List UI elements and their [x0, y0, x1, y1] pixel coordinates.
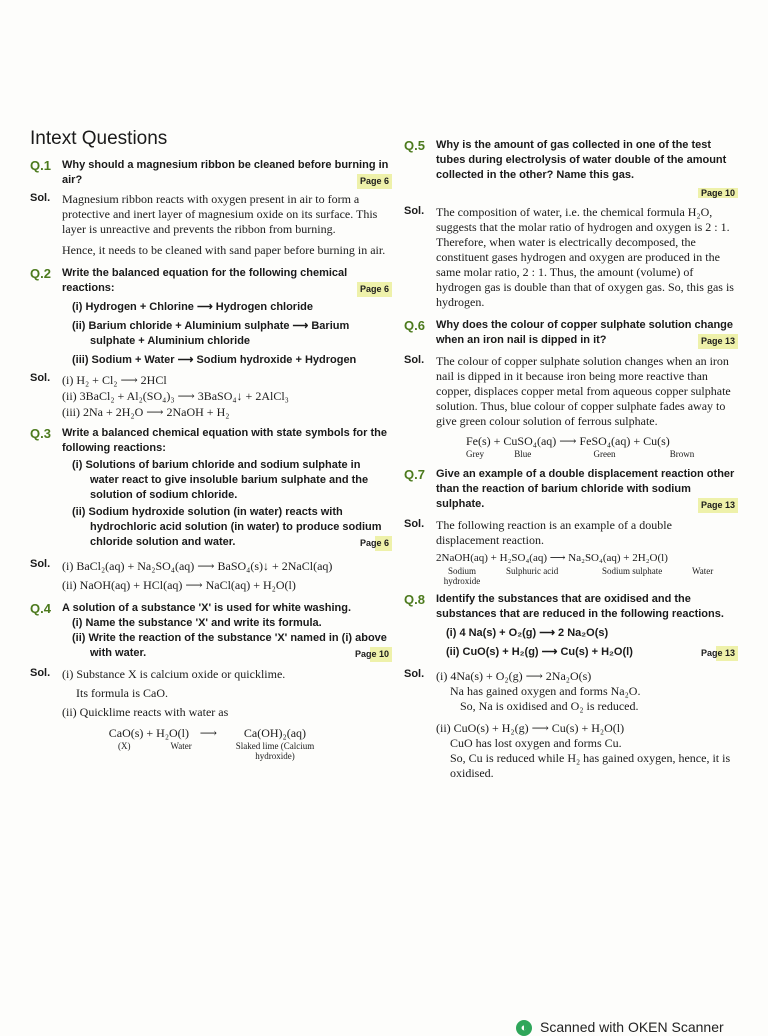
solution-5 — [404, 205, 738, 310]
question-number: Q.5 — [404, 138, 425, 153]
question-number: Q.2 — [30, 266, 51, 281]
question-item: (ii) Write the reaction of the substance 'X' named in (i) above with water. Page 10 — [62, 631, 392, 661]
equation-labels: Sodium hydroxide Sulphuric acid Sodium sulphate Water — [443, 566, 714, 586]
solution-6 — [404, 354, 738, 459]
question-6 — [404, 318, 738, 348]
question-text: Write the balanced equation for the following chemical reactions: Page 6 — [62, 266, 392, 296]
question-item: (ii) Sodium hydroxide solution (in water) reacts with hydrochloric acid solution (in water) to produce sodium chloride solution and water. Page 6 — [62, 505, 392, 550]
solution-paragraph: Hence, it needs to be cleaned with sand paper before burning in air. — [62, 243, 386, 257]
question-text: Why should a magnesium ribbon be cleaned before burning in air? Page 6 — [62, 158, 392, 188]
page-ref-badge: Page 10 — [698, 188, 738, 198]
equation-table — [102, 726, 329, 761]
question-number: Q.4 — [30, 601, 51, 616]
equation: (ii) 3BaCl₂ + Al₂(SO₄)₃ ⟶ 3BaSO₄↓ + 2AlCl₃ — [62, 389, 289, 403]
equation-cell: Ca(OH)₂(aq) — [243, 726, 307, 740]
left-column — [30, 128, 392, 763]
question-item: (ii) CuO(s) + H₂(g) ⟶ Cu(s) + H₂O(l) Page 13 — [436, 645, 738, 660]
question-item: (i) Solutions of barium chloride and sodium sulphate in water react to give insoluble barium sulphate and the solution of sodium chloride. — [72, 459, 369, 501]
page-ref-badge: Page 13 — [698, 334, 738, 349]
question-4 — [30, 601, 392, 661]
equation: (i) 4Na(s) + O₂(g) ⟶ 2Na₂O(s) — [436, 669, 592, 683]
solution-line: CuO has lost oxygen and forms Cu. — [450, 736, 622, 750]
solution-4 — [30, 667, 392, 761]
equation-labels: Grey Blue Green Brown — [466, 449, 695, 459]
solution-paragraph: The composition of water, i.e. the chemical formula H₂O, suggests that the molar ratio of hydrogen and oxygen is 2 : 1. Therefore, when water is electrically decomposed, the constituent gases hydrogen and oxygen are produced in the same molar ratio, 2 : 1. Thus, the amount (volume) of hydrogen gas is double than that of oxygen gas. So, this gas is hydrogen. — [436, 205, 734, 309]
question-item: (ii) Barium chloride + Aluminium sulphate ⟶ Barium sulphate + Aluminium chloride — [72, 320, 350, 347]
question-text: Identify the substances that are oxidised and the substances that are reduced in the following reactions. — [436, 593, 724, 620]
question-5 — [404, 138, 738, 201]
scanner-text: Scanned with OKEN Scanner — [540, 1019, 724, 1035]
question-number: Q.1 — [30, 158, 51, 173]
solution-label: Sol. — [404, 518, 425, 530]
equation: (i) BaCl₂(aq) + Na₂SO₄(aq) ⟶ BaSO₄(s)↓ + 2NaCl(aq) — [62, 559, 333, 573]
scanner-watermark — [516, 1019, 724, 1036]
solution-line: So, Cu is reduced while H₂ has gained oxygen, hence, it is oxidised. — [450, 751, 731, 780]
question-number: Q.3 — [30, 426, 51, 441]
equation: Fe(s) + CuSO₄(aq) ⟶ FeSO₄(aq) + Cu(s) — [466, 434, 670, 448]
solution-paragraph: The following reaction is an example of a double displacement reaction. — [436, 518, 672, 547]
question-item: (i) 4 Na(s) + O₂(g) ⟶ 2 Na₂O(s) — [446, 627, 609, 639]
solution-line: Na has gained oxygen and forms Na₂O. — [450, 684, 641, 698]
question-3 — [30, 426, 392, 550]
question-text: Write a balanced chemical equation with state symbols for the following reactions: — [62, 427, 387, 454]
solution-label: Sol. — [30, 667, 51, 679]
right-column — [404, 134, 738, 781]
solution-label: Sol. — [404, 354, 425, 366]
equation: (i) H₂ + Cl₂ ⟶ 2HCl — [62, 373, 167, 387]
scanner-logo-icon: ◐ — [516, 1020, 532, 1036]
question-text: Why does the colour of copper sulphate solution change when an iron nail is dipped in it? Page 13 — [436, 318, 738, 348]
question-item: (iii) Sodium + Water ⟶ Sodium hydroxide + Hydrogen — [72, 354, 357, 366]
solution-label: Sol. — [30, 558, 51, 570]
solution-3 — [30, 558, 392, 593]
solution-line: (i) Substance X is calcium oxide or quicklime. — [62, 667, 286, 681]
equation: (ii) CuO(s) + H₂(g) ⟶ Cu(s) + H₂O(l) — [436, 721, 625, 735]
equation-labels: (X) Water — [118, 741, 192, 751]
solution-2 — [30, 372, 392, 420]
page-ref-badge: Page 13 — [698, 498, 738, 513]
equation: (iii) 2Na + 2H₂O ⟶ 2NaOH + H₂ — [62, 405, 230, 419]
page-ref-badge: Page 13 — [716, 646, 738, 661]
page-ref-badge: Page 6 — [357, 282, 392, 297]
question-item: (i) Hydrogen + Chlorine ⟶ Hydrogen chloride — [72, 301, 313, 313]
solution-label: Sol. — [30, 372, 51, 384]
page-title: Intext Questions — [30, 128, 168, 149]
question-item: (i) Name the substance 'X' and write its formula. — [72, 617, 322, 629]
solution-1 — [30, 192, 392, 258]
solution-7 — [404, 518, 738, 586]
solution-line: So, Na is oxidised and O₂ is reduced. — [460, 699, 639, 713]
equation-cell: CaO(s) + H₂O(l) — [108, 726, 190, 740]
question-number: Q.8 — [404, 592, 425, 607]
solution-label: Sol. — [404, 205, 425, 217]
solution-paragraph: The colour of copper sulphate solution changes when an iron nail is dipped in it because iron being more reactive than copper, displaces copper metal from aqueous copper sulphate solution. Thus, blue colour of copper sulphate fades away to give green colour solution of ferrous sulphate. — [436, 354, 731, 428]
solution-label: Sol. — [404, 668, 425, 680]
question-1 — [30, 158, 392, 188]
page-ref-badge: Page 10 — [370, 647, 392, 662]
solution-paragraph: Magnesium ribbon reacts with oxygen present in air to form a protective and inert layer of magnesium oxide on its surface. This layer is unreactive and prevents the ribbon from burning. — [62, 192, 378, 236]
page-ref-badge: Page 6 — [357, 174, 392, 189]
question-number: Q.7 — [404, 467, 425, 482]
question-2 — [30, 266, 392, 368]
question-text: Why is the amount of gas collected in one of the test tubes during electrolysis of water double of the amount collected in the other? Name this gas. — [436, 139, 727, 181]
question-text: Give an example of a double displacement reaction other than the reaction of barium chloride with sodium sulphate. Page 13 — [436, 467, 738, 512]
question-7 — [404, 467, 738, 512]
equation: (ii) NaOH(aq) + HCl(aq) ⟶ NaCl(aq) + H₂O(l) — [62, 578, 296, 592]
solution-8 — [404, 668, 738, 781]
solution-line: Its formula is CaO. — [76, 686, 168, 700]
question-8 — [404, 592, 738, 660]
question-text: A solution of a substance 'X' is used for white washing. — [62, 602, 352, 614]
question-number: Q.6 — [404, 318, 425, 333]
equation: 2NaOH(aq) + H₂SO₄(aq) ⟶ Na₂SO₄(aq) + 2H₂O(l) — [436, 552, 668, 564]
solution-label: Sol. — [30, 192, 51, 204]
page-ref-badge: Page 6 — [375, 536, 392, 551]
equation-cell: ⟶ — [199, 726, 217, 740]
equation-label: Slaked lime (Calcium hydroxide) — [235, 741, 315, 761]
solution-line: (ii) Quicklime reacts with water as — [62, 705, 229, 719]
